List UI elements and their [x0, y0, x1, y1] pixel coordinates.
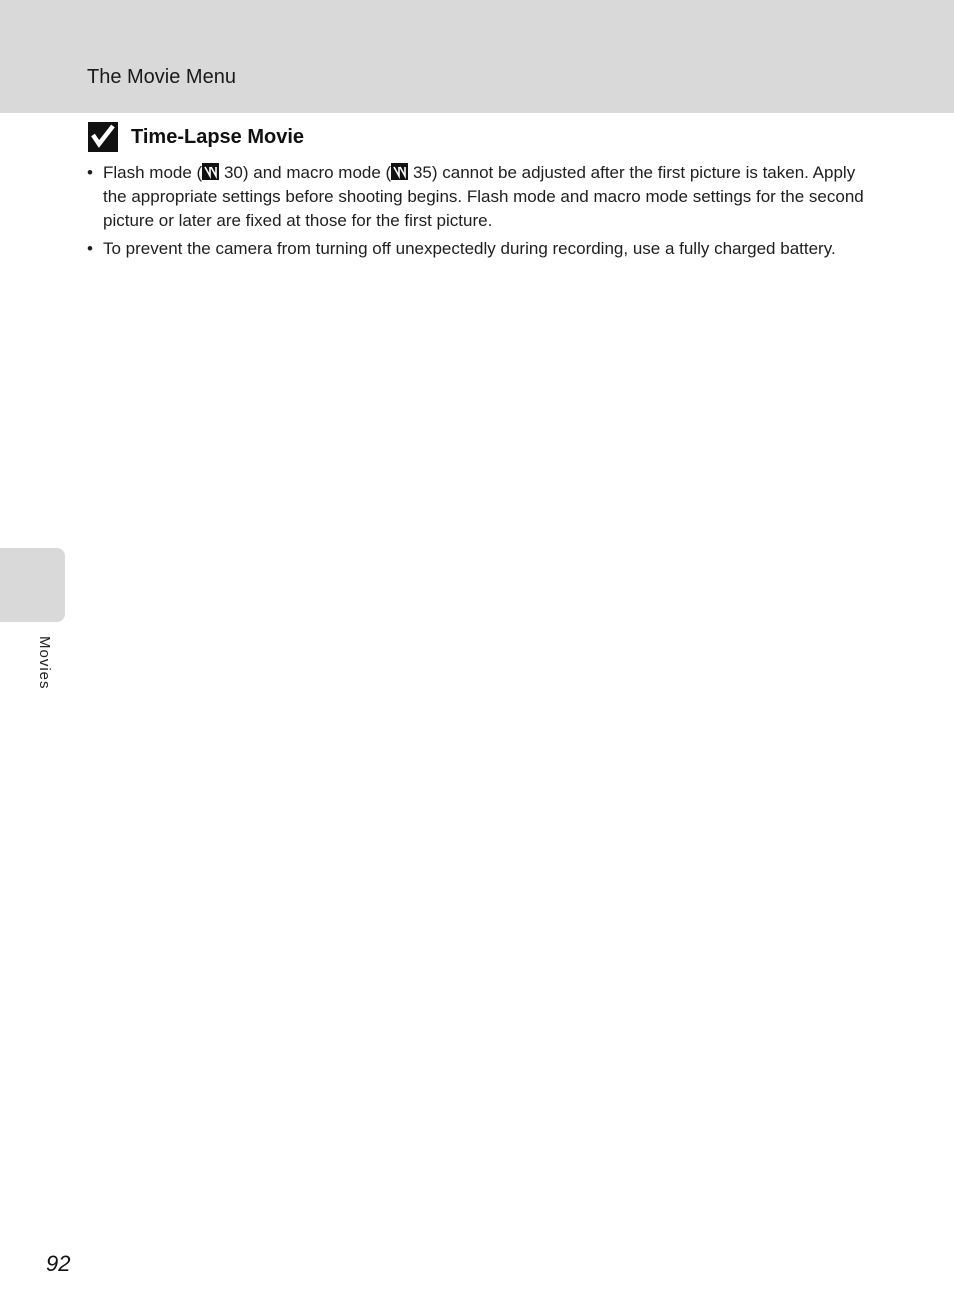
- bullet-dot: •: [87, 163, 93, 182]
- header-band: [0, 0, 954, 113]
- page-reference-icon: [391, 163, 408, 180]
- section-title: The Movie Menu: [87, 66, 236, 88]
- page-ref-30: 30: [223, 163, 243, 182]
- page-number: 92: [46, 1251, 71, 1276]
- page-ref-35: 35: [412, 163, 432, 182]
- bullet-dot: •: [87, 239, 93, 258]
- note-heading: [88, 120, 304, 154]
- chapter-tab-label: Movies: [36, 636, 53, 690]
- check-mark-icon: [88, 122, 118, 152]
- chapter-tab: [0, 548, 65, 622]
- list-item: • Flash mode ( 30) and macro mode ( 35) cannot be adjusted after the first picture is taken. Apply the appropriate settings before shooting begins. Flash mode and macro mode settings for the second picture or later are fixed at those for the first picture.: [87, 163, 864, 230]
- bullet-list: [87, 161, 867, 265]
- page-reference-icon: [202, 163, 219, 180]
- note-title: Time-Lapse Movie: [131, 125, 305, 148]
- list-item: • To prevent the camera from turning off unexpectedly during recording, use a fully charged battery.: [87, 237, 867, 261]
